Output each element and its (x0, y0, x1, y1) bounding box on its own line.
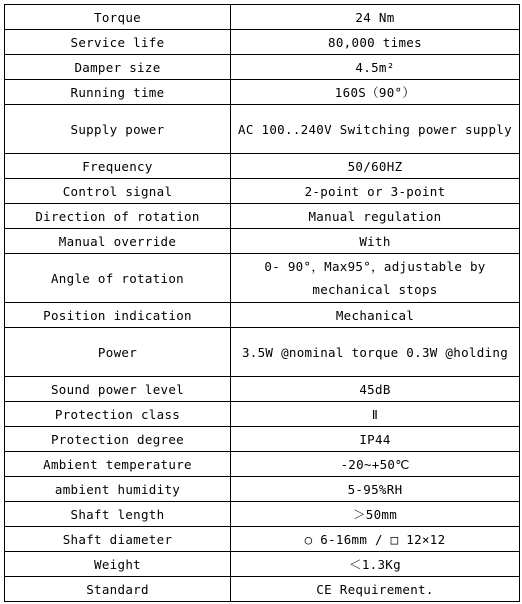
table-row (5, 5, 520, 30)
spec-value: 45dB (231, 377, 520, 402)
spec-value: AC 100..240V Switching power supply (231, 105, 520, 154)
spec-label: Frequency (5, 154, 231, 179)
spec-label: Weight (5, 552, 231, 577)
spec-label: Damper size (5, 55, 231, 80)
spec-label: Shaft length (5, 502, 231, 527)
table-row (5, 577, 520, 602)
spec-label: Shaft diameter (5, 527, 231, 552)
spec-label: Supply power (5, 105, 231, 154)
spec-value: ＜1.3Kg (231, 552, 520, 577)
spec-label: Sound power level (5, 377, 231, 402)
spec-label: Service life (5, 30, 231, 55)
table-row (5, 229, 520, 254)
spec-value: ＞50mm (231, 502, 520, 527)
spec-value: Mechanical (231, 303, 520, 328)
spec-label: Control signal (5, 179, 231, 204)
spec-value: 0- 90°，Max95°，adjustable by mechanical stops (231, 254, 520, 303)
table-row (5, 502, 520, 527)
spec-value: Ⅱ (231, 402, 520, 427)
spec-table (4, 4, 520, 602)
spec-label: Protection degree (5, 427, 231, 452)
spec-value: Manual regulation (231, 204, 520, 229)
spec-value: IP44 (231, 427, 520, 452)
table-row (5, 427, 520, 452)
table-row (5, 527, 520, 552)
spec-value: 4.5m² (231, 55, 520, 80)
spec-table-body (5, 5, 520, 602)
table-row (5, 105, 520, 154)
table-row (5, 552, 520, 577)
table-row (5, 477, 520, 502)
table-row (5, 328, 520, 377)
spec-value: CE Requirement. (231, 577, 520, 602)
spec-value: 24 Nm (231, 5, 520, 30)
table-row (5, 154, 520, 179)
spec-label: Angle of rotation (5, 254, 231, 303)
spec-label: Running time (5, 80, 231, 105)
table-row (5, 30, 520, 55)
spec-value: 5-95%RH (231, 477, 520, 502)
spec-value: 2-point or 3-point (231, 179, 520, 204)
spec-label: ambient humidity (5, 477, 231, 502)
spec-label: Torque (5, 5, 231, 30)
spec-value: 160S（90°） (231, 80, 520, 105)
table-row (5, 179, 520, 204)
spec-label: Manual override (5, 229, 231, 254)
table-row (5, 254, 520, 303)
spec-label: Protection class (5, 402, 231, 427)
table-row (5, 80, 520, 105)
table-row (5, 452, 520, 477)
spec-label: Position indication (5, 303, 231, 328)
spec-value: With (231, 229, 520, 254)
table-row (5, 204, 520, 229)
spec-label: Power (5, 328, 231, 377)
spec-value: ○ 6-16mm / □ 12×12 (231, 527, 520, 552)
spec-value: 3.5W @nominal torque 0.3W @holding (231, 328, 520, 377)
spec-label: Standard (5, 577, 231, 602)
spec-value: 50/60HZ (231, 154, 520, 179)
spec-label: Ambient temperature (5, 452, 231, 477)
spec-label: Direction of rotation (5, 204, 231, 229)
table-row (5, 303, 520, 328)
spec-value: 80,000 times (231, 30, 520, 55)
spec-value: -20~+50℃ (231, 452, 520, 477)
table-row (5, 55, 520, 80)
table-row (5, 402, 520, 427)
table-row (5, 377, 520, 402)
